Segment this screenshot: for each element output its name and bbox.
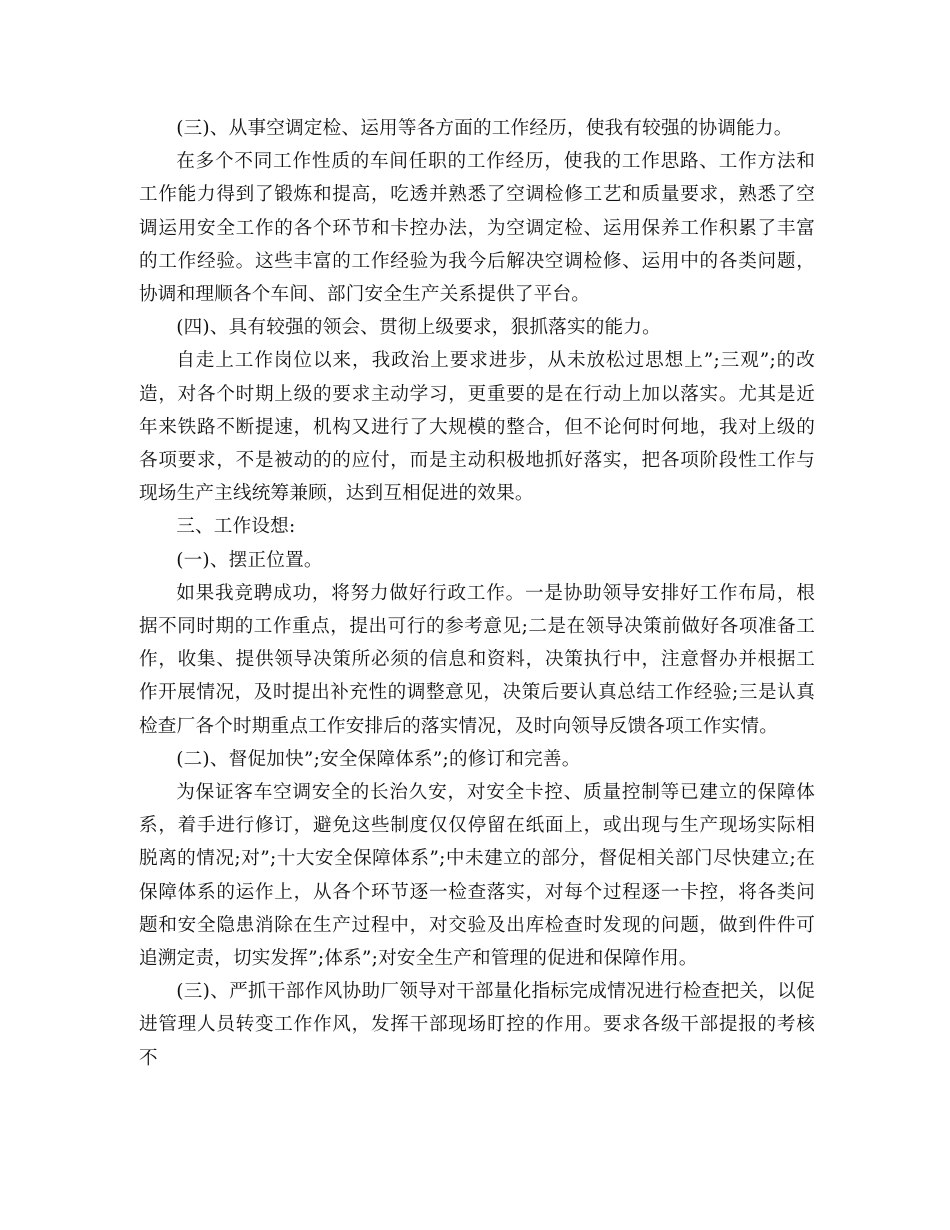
section-heading: 三、工作设想: (176, 516, 296, 538)
document-body (139, 112, 815, 1075)
paragraph: 自走上工作岗位以来，我政治上要求进步，从未放松过思想上”;三观”;的改造，对各个时期上级的要求主动学习，更重要的是在行动上加以落实。尤其是近年来铁路不断提速，机构又进行了大规模的整合，但不论何时何地，我对上级的各项要求，不是被动的的应付，而是主动积极地抓好落实，把各项阶段性工作与现场生产主线统筹兼顾，达到互相促进的效果。 (139, 350, 815, 505)
paragraph: (三)、从事空调定检、运用等各方面的工作经历，使我有较强的协调能力。 (176, 118, 793, 139)
paragraph: (三)、严抓干部作风协助厂领导对干部量化指标完成情况进行检查把关，以促进管理人员转变工作作风，发挥干部现场盯控的作用。要求各级干部提报的考核不 (139, 981, 815, 1069)
paragraph: 在多个不同工作性质的车间任职的工作经历，使我的工作思路、工作方法和工作能力得到了锻炼和提高，吃透并熟悉了空调检修工艺和质量要求，熟悉了空调运用安全工作的各个环节和卡控办法，为空调定检、运用保养工作积累了丰富的工作经验。这些丰富的工作经验为我今后解决空调检修、运用中的各类问题，协调和理顺各个车间、部门安全生产关系提供了平台。 (139, 151, 815, 306)
paragraph: 为保证客车空调安全的长治久安，对安全卡控、质量控制等已建立的保障体系，着手进行修订，避免这些制度仅仅停留在纸面上，或出现与生产现场实际相脱离的情况;对”;十大安全保障体系”;中未建立的部分，督促相关部门尽快建立;在保障体系的运作上，从各个环节逐一检查落实，对每个过程逐一卡控，将各类问题和安全隐患消除在生产过程中，对交验及出库检查时发现的问题，做到件件可追溯定责，切实发挥”;体系”;对安全生产和管理的促进和保障作用。 (139, 782, 815, 970)
paragraph: (二)、督促加快”;安全保障体系”;的修订和完善。 (176, 748, 581, 770)
paragraph: (一)、摆正位置。 (176, 549, 323, 571)
paragraph: 如果我竞聘成功，将努力做好行政工作。一是协助领导安排好工作布局，根据不同时期的工作重点，提出可行的参考意见;二是在领导决策前做好各项准备工作，收集、提供领导决策所必须的信息和资料，决策执行中，注意督办并根据工作开展情况，及时提出补充性的调整意见，决策后要认真总结工作经验;三是认真检查厂各个时期重点工作安排后的落实情况，及时向领导反馈各项工作实情。 (139, 582, 815, 737)
paragraph: (四)、具有较强的领会、贯彻上级要求，狠抓落实的能力。 (176, 317, 661, 339)
